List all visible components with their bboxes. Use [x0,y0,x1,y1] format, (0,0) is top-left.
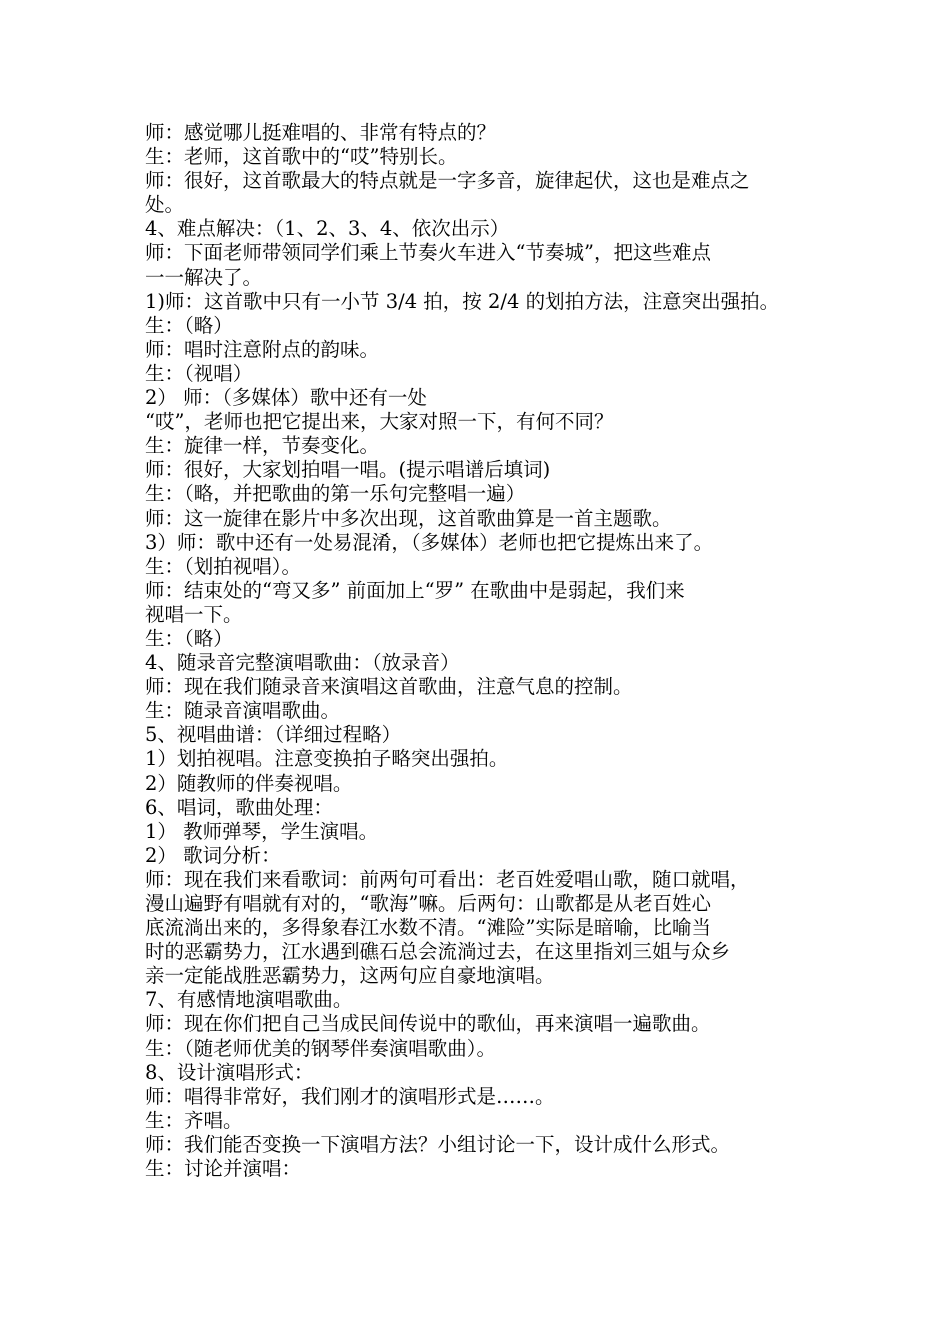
text-line: 师：现在我们随录音来演唱这首歌曲，注意气息的控制。 [145,675,633,699]
text-line: 一一解决了。 [145,265,263,289]
text-line: 3）师：歌中还有一处易混淆，（多媒体）老师也把它提炼出来了。 [145,530,714,554]
text-line: 师：下面老师带领同学们乘上节奏火车进入“节奏城”，把这些难点 [145,241,711,265]
text-line: 生：（随老师优美的钢琴伴奏演唱歌曲）。 [145,1036,497,1060]
text-line: 师：结束处的“弯又多” 前面加上“罗” 在歌曲中是弱起，我们来 [145,578,685,602]
text-line: 2） 师：（多媒体）歌中还有一处 [145,386,427,410]
text-line: 师：现在我们来看歌词：前两句可看出：老百姓爱唱山歌，随口就唱， [145,867,750,891]
text-line: 生：（划拍视唱）。 [145,554,302,578]
section-heading: 4、难点解决：（1、2、3、4、依次出示） [145,217,510,241]
text-line: 漫山遍野有唱就有对的，“歌海”嘛。后两句：山歌都是从老百姓心 [145,892,711,915]
text-line: 生：（略） [145,313,233,337]
section-heading: 8、设计演唱形式： [145,1060,314,1084]
text-line: 师：唱时注意附点的韵味。 [145,337,380,361]
section-heading: 5、视唱曲谱：（详细过程略） [145,723,402,747]
text-line: 1)师：这首歌中只有一小节 3/4 拍，按 2/4 的划拍方法，注意突出强拍。 [145,289,780,313]
text-line: 师：很好，这首歌最大的特点就是一字多音，旋律起伏，这也是难点之 [145,169,750,193]
text-line: 师：唱得非常好，我们刚才的演唱形式是……。 [145,1084,555,1108]
text-line: 师：现在你们把自己当成民间传说中的歌仙，再来演唱一遍歌曲。 [145,1012,711,1036]
text-line: 师：很好，大家划拍唱一唱。(提示唱谱后填词) [145,458,551,482]
text-line: 生：齐唱。 [145,1108,243,1132]
text-line: 师：感觉哪儿挺难唱的、非常有特点的？ [145,121,497,144]
text-line: 生：（略，并把歌曲的第一乐句完整唱一遍） [145,482,526,506]
text-line: 生：随录音演唱歌曲。 [145,699,341,723]
text-line: 2）随教师的伴奏视唱。 [145,771,353,795]
text-line: 时的恶霸势力，江水遇到礁石总会流淌过去，在这里指刘三姐与众乡 [145,940,731,964]
text-line: 生：老师，这首歌中的“哎”特别长。 [145,145,458,169]
section-heading: 7、有感情地演唱歌曲。 [145,988,353,1012]
document-body [145,121,835,1181]
text-line: 师：我们能否变换一下演唱方法？小组讨论一下，设计成什么形式。 [145,1132,731,1156]
text-line: 生：旋律一样，节奏变化。 [145,434,380,458]
text-line: 亲一定能战胜恶霸势力，这两句应自豪地演唱。 [145,964,555,988]
text-line: “哎”，老师也把它提出来，大家对照一下，有何不同？ [145,410,614,434]
text-line: 视唱一下。 [145,602,243,626]
text-line: 底流淌出来的，多得象春江水数不清。“滩险”实际是暗喻，比喻当 [145,916,711,940]
text-line: 2） 歌词分析： [145,843,281,867]
text-line: 生：讨论并演唱： [145,1157,302,1181]
text-line: 生：（视唱） [145,361,253,385]
text-line: 处。 [145,193,185,217]
text-line: 1） 教师弹琴，学生演唱。 [145,819,379,843]
text-line: 生：（略） [145,626,233,650]
section-heading: 4、随录音完整演唱歌曲：（放录音） [145,651,460,675]
section-heading: 6、唱词，歌曲处理： [145,795,333,819]
text-line: 1）划拍视唱。注意变换拍子略突出强拍。 [145,747,509,771]
text-line: 师：这一旋律在影片中多次出现，这首歌曲算是一首主题歌。 [145,506,672,530]
